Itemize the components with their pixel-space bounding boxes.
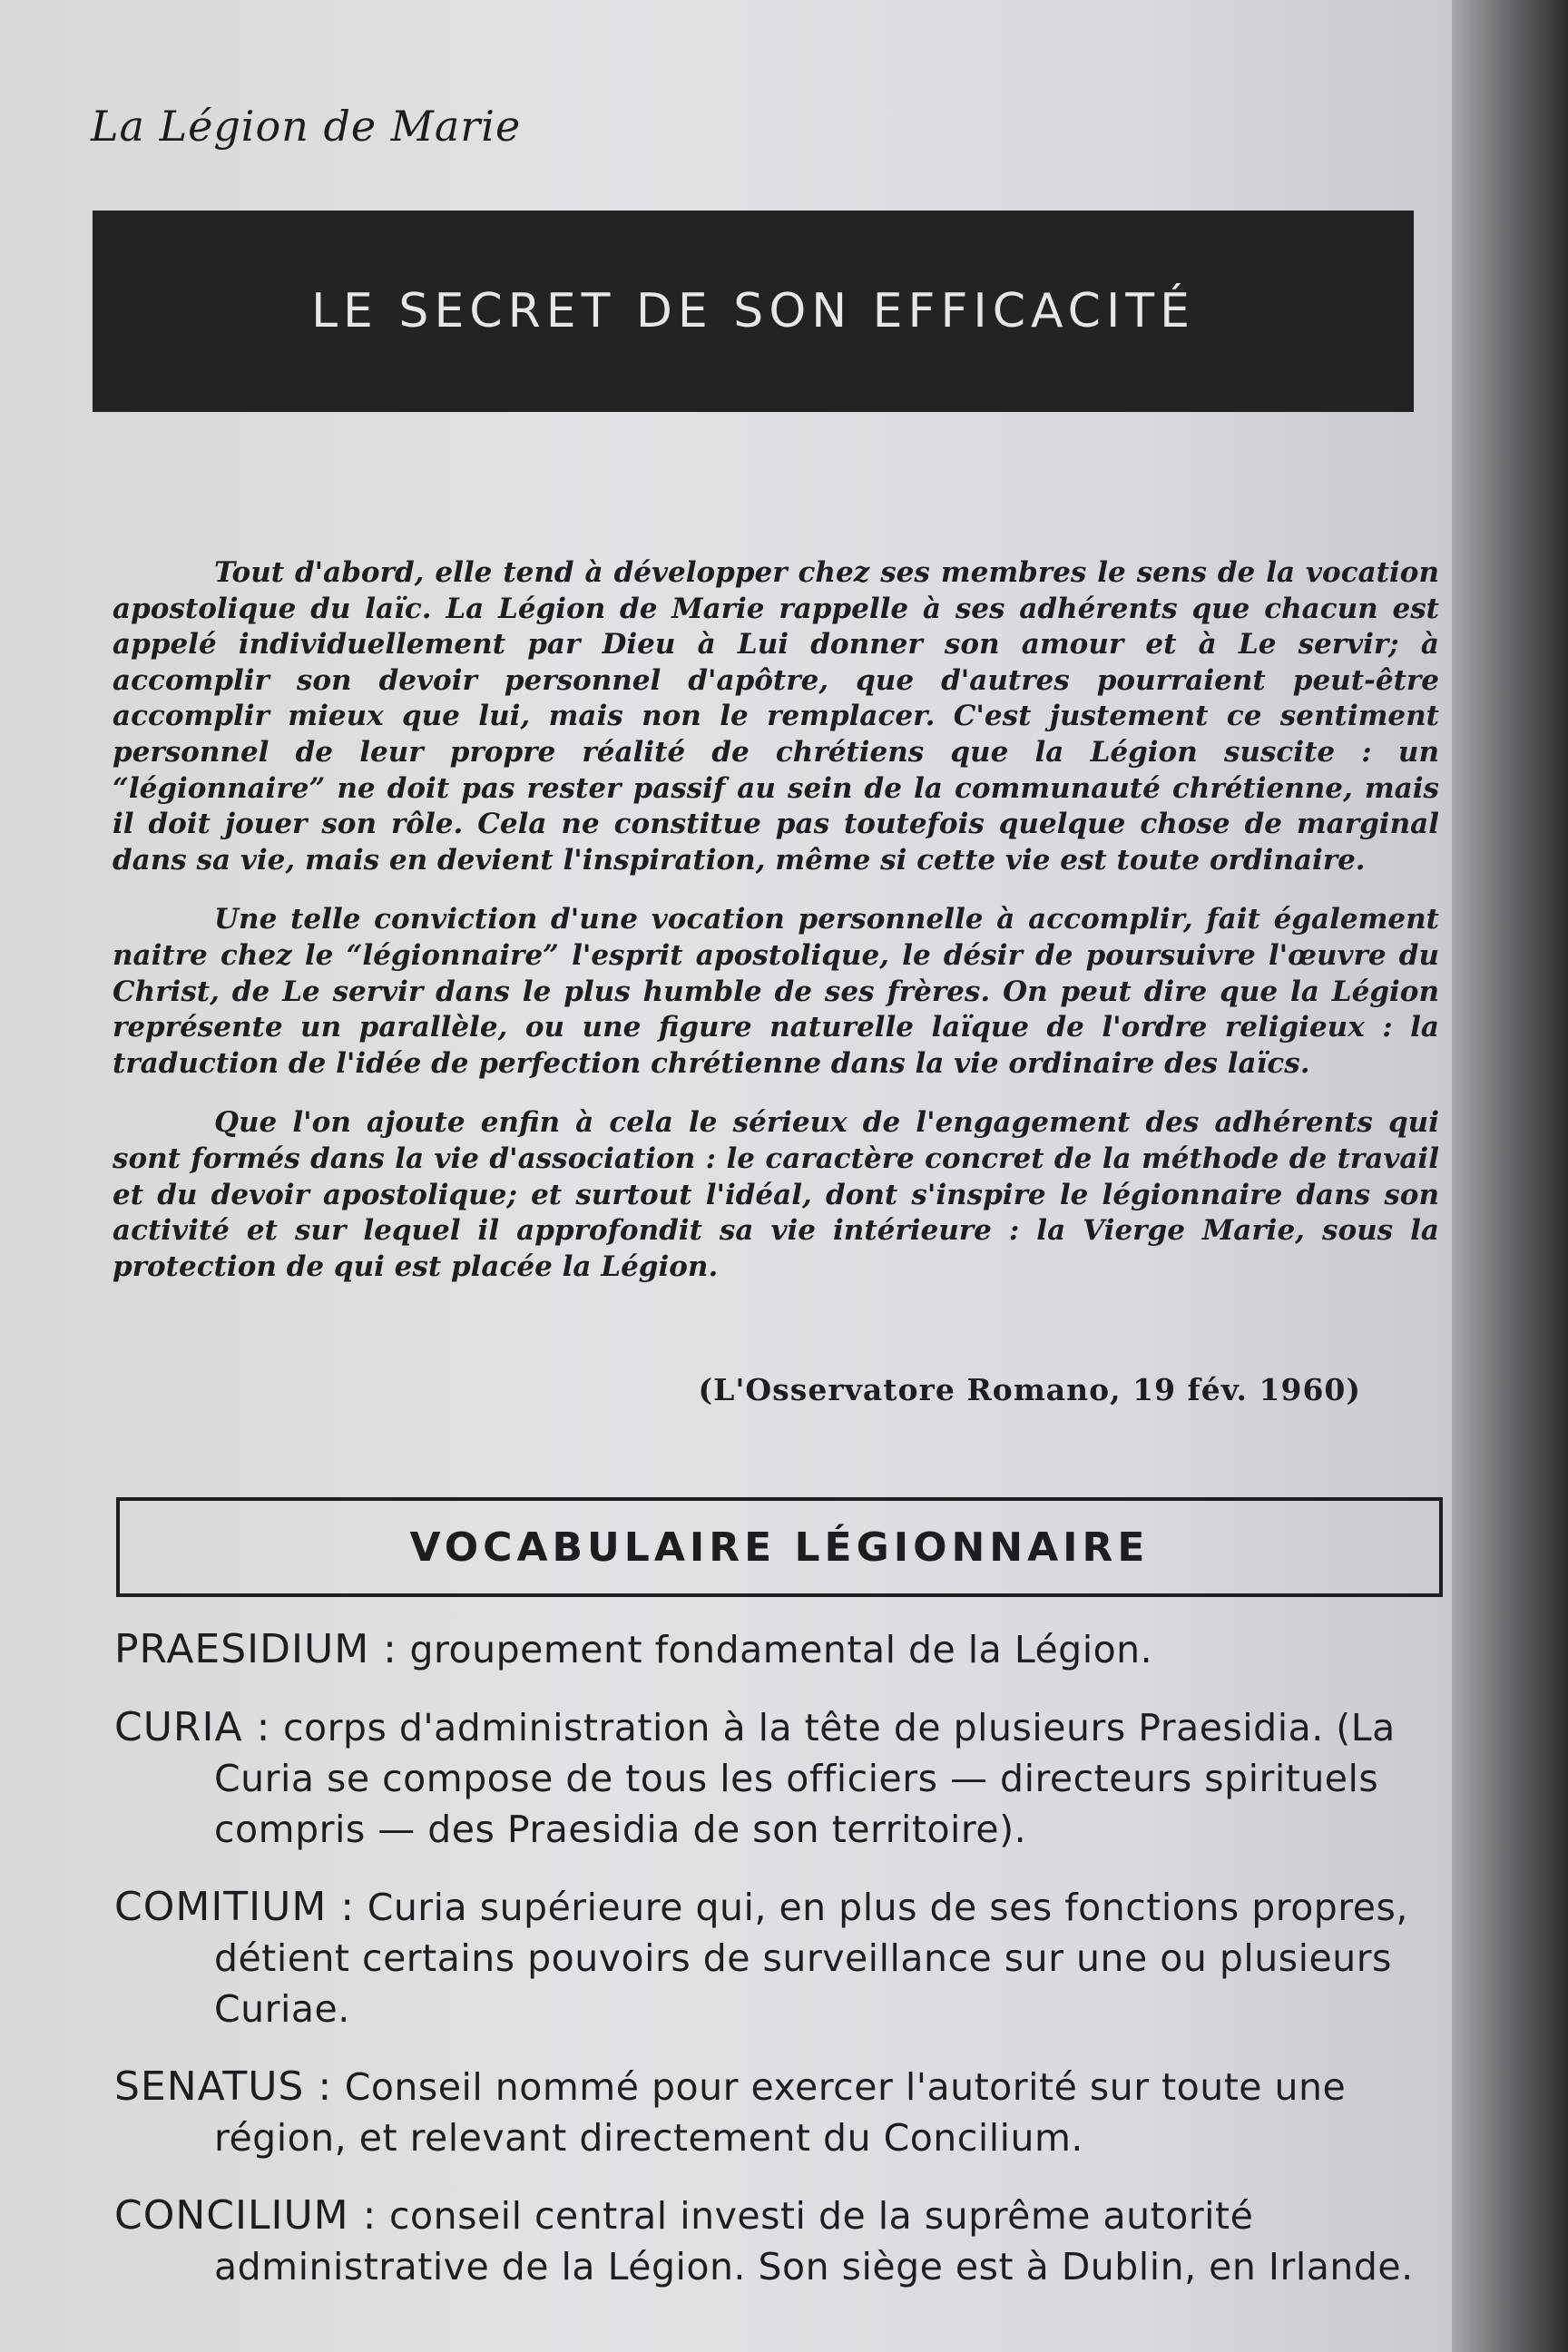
article-body	[113, 555, 1439, 1308]
article-paragraph-2: Une telle conviction d'une vocation personnelle à accomplir, fait également naitre chez le “légionnaire” l'esprit apostolique, le désir de poursuivre l'œuvre du Christ, de Le servir dans le plus humble de ses frères. On peut dire que la Légion représente un parallèle, ou une figure naturelle laïque de l'ordre religieux : la traduction de l'idée de perfection chrétienne dans la vie ordinaire des laïcs.	[113, 903, 1439, 1080]
vocabulary-heading-box	[116, 1497, 1443, 1597]
vocabulary-definition: Curia supérieure qui, en plus de ses fonctions propres, détient certains pouvoirs de surveillance sur une ou plusieurs Curiae.	[214, 1886, 1408, 2031]
section-title: LE SECRET DE SON EFFICACITÉ	[311, 284, 1195, 338]
vocabulary-entry-senatus	[114, 2062, 1448, 2163]
article-paragraph-1: Tout d'abord, elle tend à développer chez ses membres le sens de la vocation apostolique du laïc. La Légion de Marie rappelle à ses adhérents que chacun est appelé individuellement par Dieu à Lui donner son amour et à Le servir; à accomplir son devoir personnel d'apôtre, que d'autres pourraient peut-être accomplir mieux que lui, mais non le remplacer. C'est justement ce sentiment personnel de leur propre réalité de chrétiens que la Légion suscite : un “légionnaire” ne doit pas rester passif au sein de la communauté chrétienne, mais il doit jouer son rôle. Cela ne constitue pas toutefois quelque chose de marginal dans sa vie, mais en devient l'inspiration, même si cette vie est toute ordinaire.	[113, 556, 1439, 877]
vocabulary-definition: conseil central investi de la suprême autorité administrative de la Légion. Son siège est à Dublin, en Irlande.	[214, 2194, 1414, 2288]
vocabulary-entry-comitium	[114, 1882, 1448, 2034]
vocabulary-entry-curia	[114, 1702, 1448, 1855]
article-citation: (L'Osservatore Romano, 19 fév. 1960)	[698, 1372, 1361, 1407]
article-paragraph-3: Que l'on ajoute enfin à cela le sérieux de l'engagement des adhérents qui sont formés dans la vie d'association : le caractère concret de la méthode de travail et du devoir apostolique; et surtout l'idéal, dont s'inspire le légionnaire dans son activité et sur lequel il approfondit sa vie intérieure : la Vierge Marie, sous la protection de qui est placée la Légion.	[113, 1106, 1439, 1283]
vocabulary-list	[114, 1624, 1448, 2319]
vocabulary-entry-praesidium	[114, 1624, 1448, 1675]
vocabulary-term: CURIA :	[114, 1704, 271, 1750]
vocabulary-term: SENATUS :	[114, 2063, 333, 2110]
vocabulary-term: CONCILIUM :	[114, 2192, 377, 2239]
running-header: La Légion de Marie	[91, 102, 522, 151]
vocabulary-definition: corps d'administration à la tête de plusieurs Praesidia. (La Curia se compose de tous les officiers — directeurs spirituels compris — des Praesidia de son territoire).	[214, 1706, 1396, 1851]
vocabulary-definition: Conseil nommé pour exercer l'autorité sur toute une région, et relevant directement du Concilium.	[214, 2065, 1347, 2160]
vocabulary-definition: groupement fondamental de la Légion.	[409, 1628, 1153, 1671]
section-banner	[93, 211, 1414, 412]
vocabulary-term: PRAESIDIUM :	[114, 1626, 397, 1672]
vocabulary-term: COMITIUM :	[114, 1884, 356, 1930]
binding-edge	[1452, 0, 1568, 2352]
vocabulary-entry-concilium	[114, 2190, 1448, 2292]
vocabulary-title: VOCABULAIRE LÉGIONNAIRE	[409, 1524, 1150, 1571]
